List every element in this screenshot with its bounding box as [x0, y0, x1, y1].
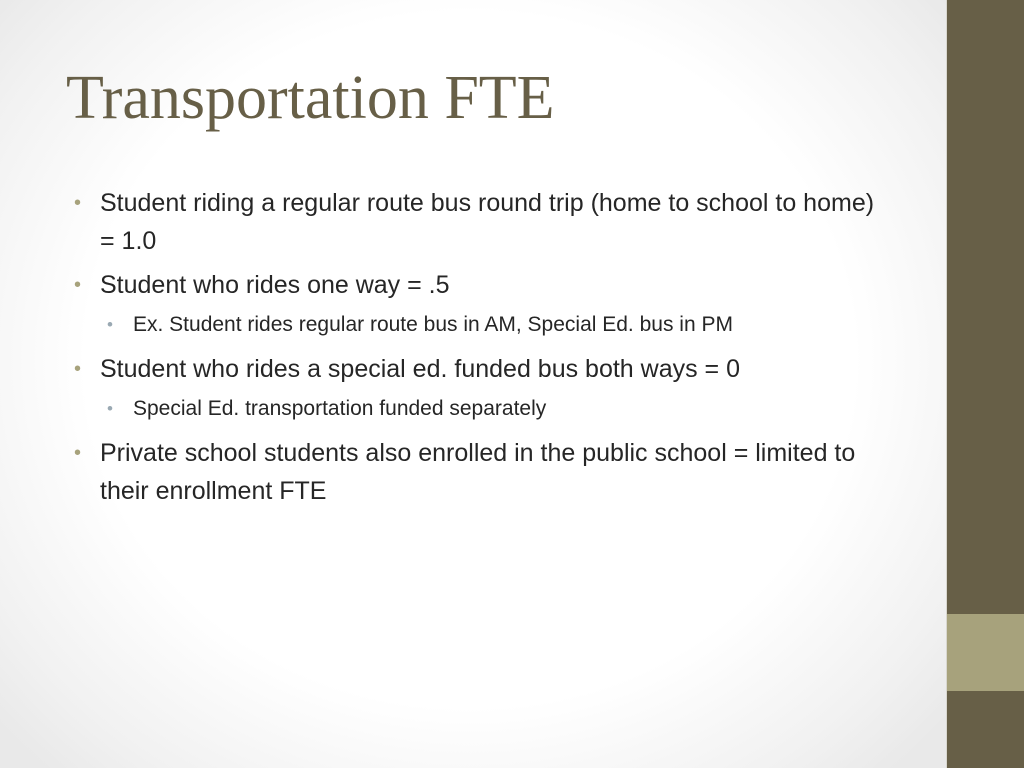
bullet-marker-icon: •: [74, 274, 82, 296]
bullet-marker-icon: •: [74, 442, 82, 464]
bullet-text: Private school students also enrolled in the public school = limited to their enrollment FTE: [100, 439, 856, 505]
sub-bullet-marker-icon: •: [107, 315, 113, 334]
decorative-sidebar-accent: [947, 614, 1024, 691]
sub-bullet-text: Ex. Student rides regular route bus in AM, Special Ed. bus in PM: [133, 313, 733, 336]
bullet-text: Student who rides one way = .5: [100, 271, 450, 299]
bullet-marker-icon: •: [74, 192, 82, 214]
sub-bullet-marker-icon: •: [107, 399, 113, 418]
slide-title: Transportation FTE: [66, 64, 555, 132]
sub-bullet-item: [105, 310, 892, 340]
bullet-item: [72, 184, 892, 260]
bullet-text: Student riding a regular route bus round trip (home to school to home) = 1.0: [100, 189, 875, 255]
bullet-list: [72, 184, 892, 516]
bullet-text: Student who rides a special ed. funded bus both ways = 0: [100, 355, 741, 383]
bullet-item: [72, 434, 892, 510]
bullet-item: [72, 350, 892, 388]
sub-bullet-text: Special Ed. transportation funded separately: [133, 397, 547, 420]
bullet-marker-icon: •: [74, 358, 82, 380]
sub-bullet-item: [105, 394, 892, 424]
bullet-item: [72, 266, 892, 304]
